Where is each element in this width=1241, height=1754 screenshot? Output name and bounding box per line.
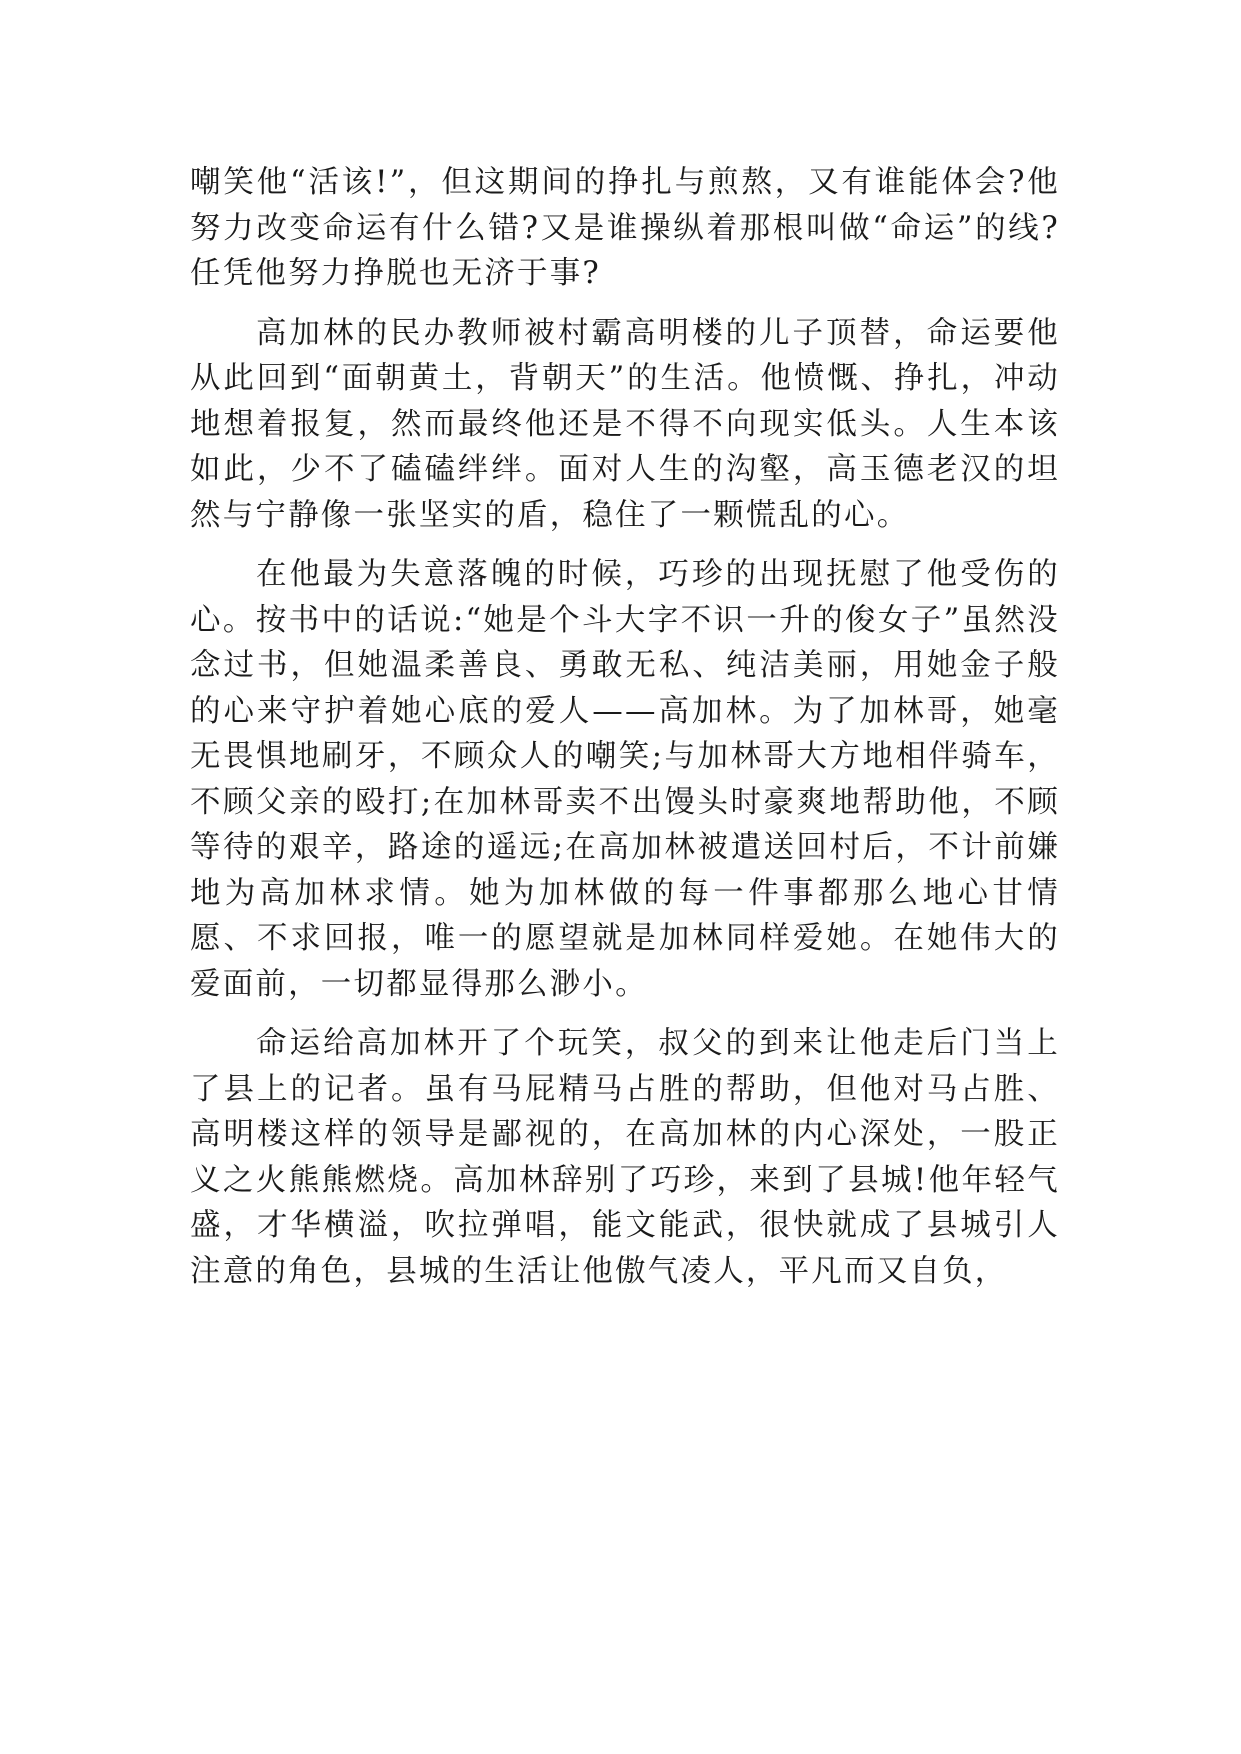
- paragraph-2: 高加林的民办教师被村霸高明楼的儿子顶替，命运要他从此回到“面朝黄土，背朝天”的生活。他愤慨、挣扎，冲动地想着报复，然而最终他还是不得不向现实低头。人生本该如此，少不了磕磕绊绊。面对人生的沟壑，高玉德老汉的坦然与宁静像一张坚实的盾，稳住了一颗慌乱的心。: [190, 315, 1060, 533]
- paragraph-3: 在他最为失意落魄的时候，巧珍的出现抚慰了他受伤的心。按书中的话说:“她是个斗大字不识一升的俊女子”虽然没念过书，但她温柔善良、勇敢无私、纯洁美丽，用她金子般的心来守护着她心底的爱人——高加林。为了加林哥，她毫无畏惧地刷牙，不顾众人的嘲笑;与加林哥大方地相伴骑车，不顾父亲的殴打;在加林哥卖不出馒头时豪爽地帮助他，不顾等待的艰辛，路途的遥远;在高加林被遣送回村后，不计前嫌地为高加林求情。她为加林做的每一件事都那么地心甘情愿、不求回报，唯一的愿望就是加林同样爱她。在她伟大的爱面前，一切都显得那么渺小。: [190, 557, 1060, 1002]
- paragraph-1: 嘲笑他“活该!”，但这期间的挣扎与煎熬，又有谁能体会?他努力改变命运有什么错?又是谁操纵着那根叫做“命运”的线?任凭他努力挣脱也无济于事?: [190, 165, 1060, 291]
- document-body: [190, 160, 1060, 1308]
- paragraph-4: 命运给高加林开了个玩笑，叔父的到来让他走后门当上了县上的记者。虽有马屁精马占胜的帮助，但他对马占胜、高明楼这样的领导是鄙视的，在高加林的内心深处，一股正义之火熊熊燃烧。高加林辞别了巧珍，来到了县城!他年轻气盛，才华横溢，吹拉弹唱，能文能武，很快就成了县城引人注意的角色，县城的生活让他傲气凌人，平凡而又自负，: [190, 1026, 1060, 1289]
